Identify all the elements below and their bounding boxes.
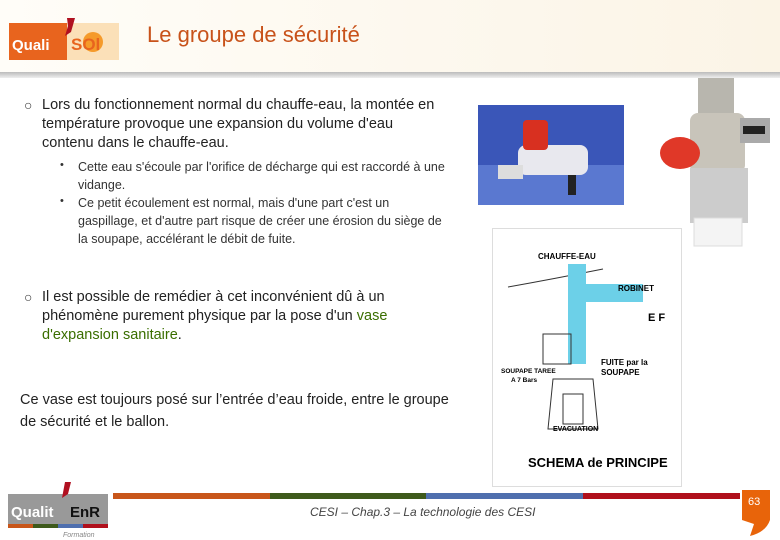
qualisol-logo [9,18,119,60]
sub-bullet-1: Cette eau s'écoule par l'orifice de décharge qui est raccordé à une vidange. [78,160,445,192]
note-text: Ce vase est toujours posé sur l’entrée d’eau froide, entre le groupe de sécurité et le ballon. [20,392,449,430]
footer-bar-red [583,493,740,499]
paragraph-expansion: Lors du fonctionnement normal du chauffe-eau, la montée en température provoque une expansion du volume d'eau contenu dans le chauffe-eau. [42,97,435,151]
svg-text:Quali: Quali [12,37,50,54]
bullet-icon: ○ [24,97,33,113]
paragraph-remedy [42,288,447,345]
footer-bar-orange [113,493,270,499]
label-fuite: FUITE par la [601,358,648,367]
footer-bar-blue [426,493,583,499]
label-ef: E F [648,312,666,324]
page-number: 63 [748,496,761,508]
sub-bullet-icon: • [60,195,64,207]
svg-text:EnR: EnR [70,504,100,521]
sub-bullet-2: Ce petit écoulement est normal, mais d'une part c'est un gaspillage, et d'autre part risque de créer une érosion du siège de la soupape, accélérant le débit de fuite. [78,196,442,246]
vase-expansion-highlight: vase d'expansion sanitaire [42,308,388,343]
svg-text:SOl: SOl [71,35,101,54]
label-soupape: SOUPAPE TAREE [501,368,556,375]
footer-bar-green [270,493,426,499]
svg-text:Formation: Formation [63,532,95,538]
remedy-text: Il est possible de remédier à cet inconvénient dû à un phénomène purement physique par la pose d'un [42,289,385,324]
sub-bullet-icon: • [60,159,64,171]
page-title: Le groupe de sécurité [147,22,360,47]
svg-text:Qualit: Qualit [11,504,54,521]
qualitenr-logo [8,482,108,538]
label-robinet: ROBINET [618,284,654,293]
bullet-icon: ○ [24,289,33,305]
label-chauffe-eau: CHAUFFE-EAU [538,252,596,261]
security-group-photo [660,78,772,250]
diagram-caption: SCHEMA de PRINCIPE [528,455,668,470]
valve-photo [478,105,624,205]
principle-diagram [492,228,682,487]
footer-text: CESI – Chap.3 – La technologie des CESI [310,505,536,519]
remedy-end: . [177,327,182,343]
label-bars: A 7 Bars [511,377,538,384]
label-evacuation: EVACUATION [553,426,599,433]
label-fuite-soupape: SOUPAPE [601,368,640,377]
